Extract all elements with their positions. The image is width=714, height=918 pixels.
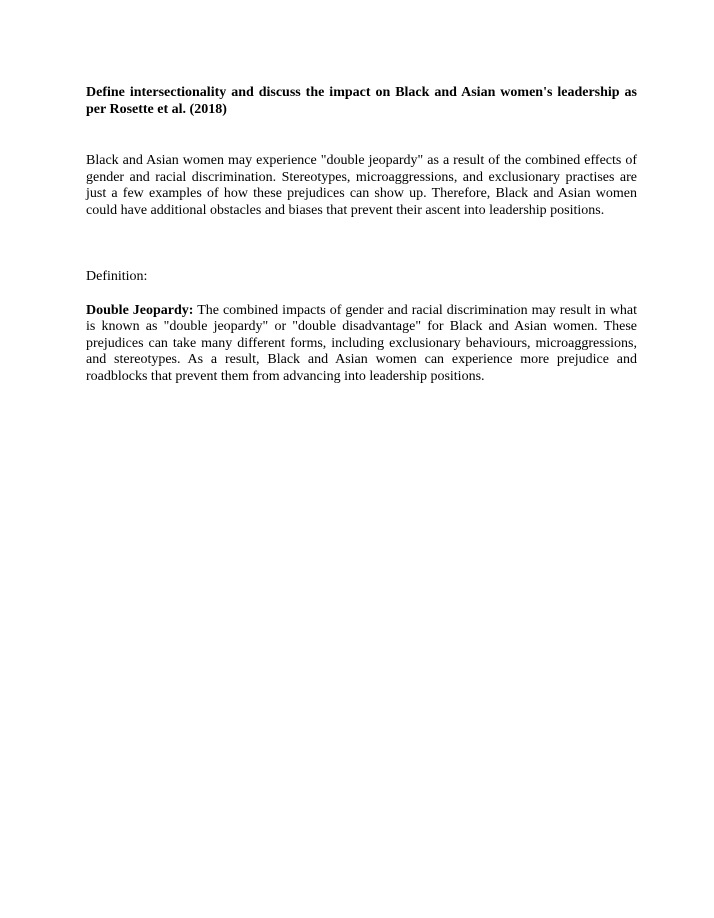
intro-paragraph: Black and Asian women may experience "double jeopardy" as a result of the combined effects of gender and racial discrimination. Stereotypes, microaggressions, and exclusionary practises are just a few examples of how these prejudices can show up. Therefore, Black and Asian women could have additional obstacles and biases that prevent their ascent into leadership positions.	[86, 153, 637, 218]
definition-label: Definition:	[86, 269, 148, 284]
definition-term: Double Jeopardy:	[86, 302, 194, 318]
question-heading: Define intersectionality and discuss the impact on Black and Asian women's leadership as per Rosette et al. (2018)	[86, 85, 637, 117]
document-page	[86, 84, 637, 385]
definition-paragraph	[86, 303, 637, 386]
definition-text: The combined impacts of gender and racial discrimination may result in what is known as "double jeopardy" or "double disadvantage" for Black and Asian women. These prejudices can take many different forms, including exclusionary behaviours, microaggressions, and stereotypes. As a result, Black and Asian women can experience more prejudice and roadblocks that prevent them from advancing into leadership positions.	[86, 302, 637, 384]
